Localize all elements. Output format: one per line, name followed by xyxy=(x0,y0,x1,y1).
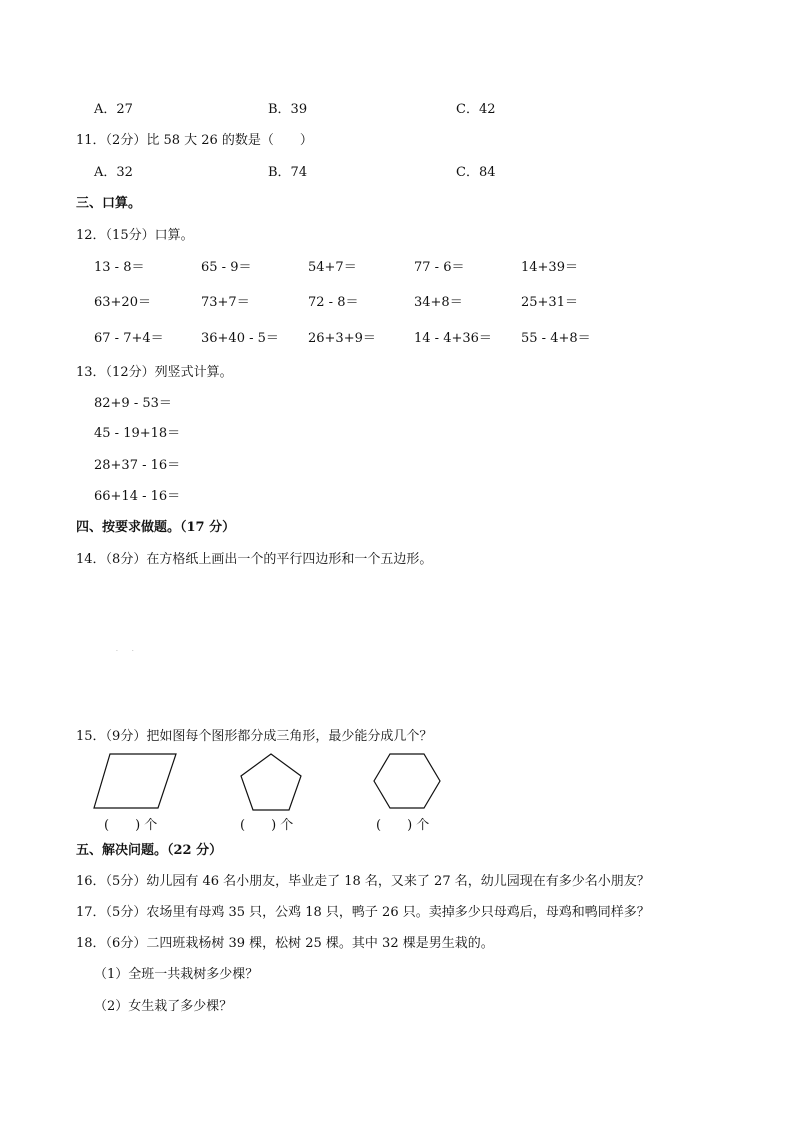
q12-cell: 72 - 8＝ xyxy=(308,295,359,310)
q12-cell: 63+20＝ xyxy=(94,295,151,310)
q11-stem: 11．（2分）比 58 大 26 的数是（ ） xyxy=(76,133,313,148)
q10-option-a: A．27 xyxy=(94,102,133,117)
q12-cell: 77 - 6＝ xyxy=(414,260,465,275)
q15-answer-blank: ( ) 个 xyxy=(104,818,158,833)
pentagon-shape xyxy=(238,752,304,812)
q11-option-a: A．32 xyxy=(94,165,133,180)
q12-cell: 13 - 8＝ xyxy=(94,260,145,275)
q18-sub-question: （1）全班一共栽树多少棵？ xyxy=(94,967,259,982)
grid-placeholder-dots: · · xyxy=(116,648,140,655)
hexagon-shape xyxy=(372,752,442,810)
q11-option-c: C．84 xyxy=(456,165,496,180)
section3-title: 三、口算。 xyxy=(76,196,142,211)
q12-cell: 54+7＝ xyxy=(308,260,357,275)
q17-stem: 17．（5分）农场里有母鸡 35 只，公鸡 18 只，鸭子 26 只。卖掉多少只母鸡后，母鸡和鸭同样多？ xyxy=(76,905,650,920)
q18-sub-question: （2）女生栽了多少棵？ xyxy=(94,999,233,1014)
q13-item: 28+37 - 16＝ xyxy=(94,458,181,473)
q12-cell: 34+8＝ xyxy=(414,295,463,310)
q11-option-b: B．74 xyxy=(268,165,308,180)
q12-cell: 26+3+9＝ xyxy=(308,331,376,346)
q15-answer-blank: ( ) 个 xyxy=(376,818,430,833)
q12-cell: 14 - 4+36＝ xyxy=(414,331,492,346)
q10-option-b: B．39 xyxy=(268,102,308,117)
q13-item: 45 - 19+18＝ xyxy=(94,426,181,441)
q13-item: 66+14 - 16＝ xyxy=(94,489,181,504)
q12-cell: 55 - 4+8＝ xyxy=(521,331,591,346)
q14-stem: 14．（8分）在方格纸上画出一个的平行四边形和一个五边形。 xyxy=(76,552,433,567)
q13-item: 82+9 - 53＝ xyxy=(94,396,172,411)
q12-cell: 65 - 9＝ xyxy=(201,260,252,275)
q12-stem: 12．（15分）口算。 xyxy=(76,228,194,243)
q15-answer-blank: ( ) 个 xyxy=(240,818,294,833)
section5-title: 五、解决问题。（22 分） xyxy=(76,843,223,858)
q15-stem: 15．（9分）把如图每个图形都分成三角形，最少能分成几个？ xyxy=(76,729,433,744)
parallelogram-shape xyxy=(92,752,178,810)
q10-option-c: C．42 xyxy=(456,102,496,117)
q12-cell: 73+7＝ xyxy=(201,295,250,310)
q13-stem: 13．（12分）列竖式计算。 xyxy=(76,365,233,380)
section4-title: 四、按要求做题。（17 分） xyxy=(76,520,236,535)
q16-stem: 16．（5分）幼儿园有 46 名小朋友，毕业走了 18 名，又来了 27 名，幼儿园现在有多少名小朋友？ xyxy=(76,874,650,889)
q12-cell: 67 - 7+4＝ xyxy=(94,331,164,346)
q12-cell: 36+40 - 5＝ xyxy=(201,331,279,346)
q12-cell: 25+31＝ xyxy=(521,295,578,310)
q18-stem: 18．（6分）二四班栽杨树 39 棵，松树 25 棵。其中 32 棵是男生栽的。 xyxy=(76,936,494,951)
q12-cell: 14+39＝ xyxy=(521,260,578,275)
